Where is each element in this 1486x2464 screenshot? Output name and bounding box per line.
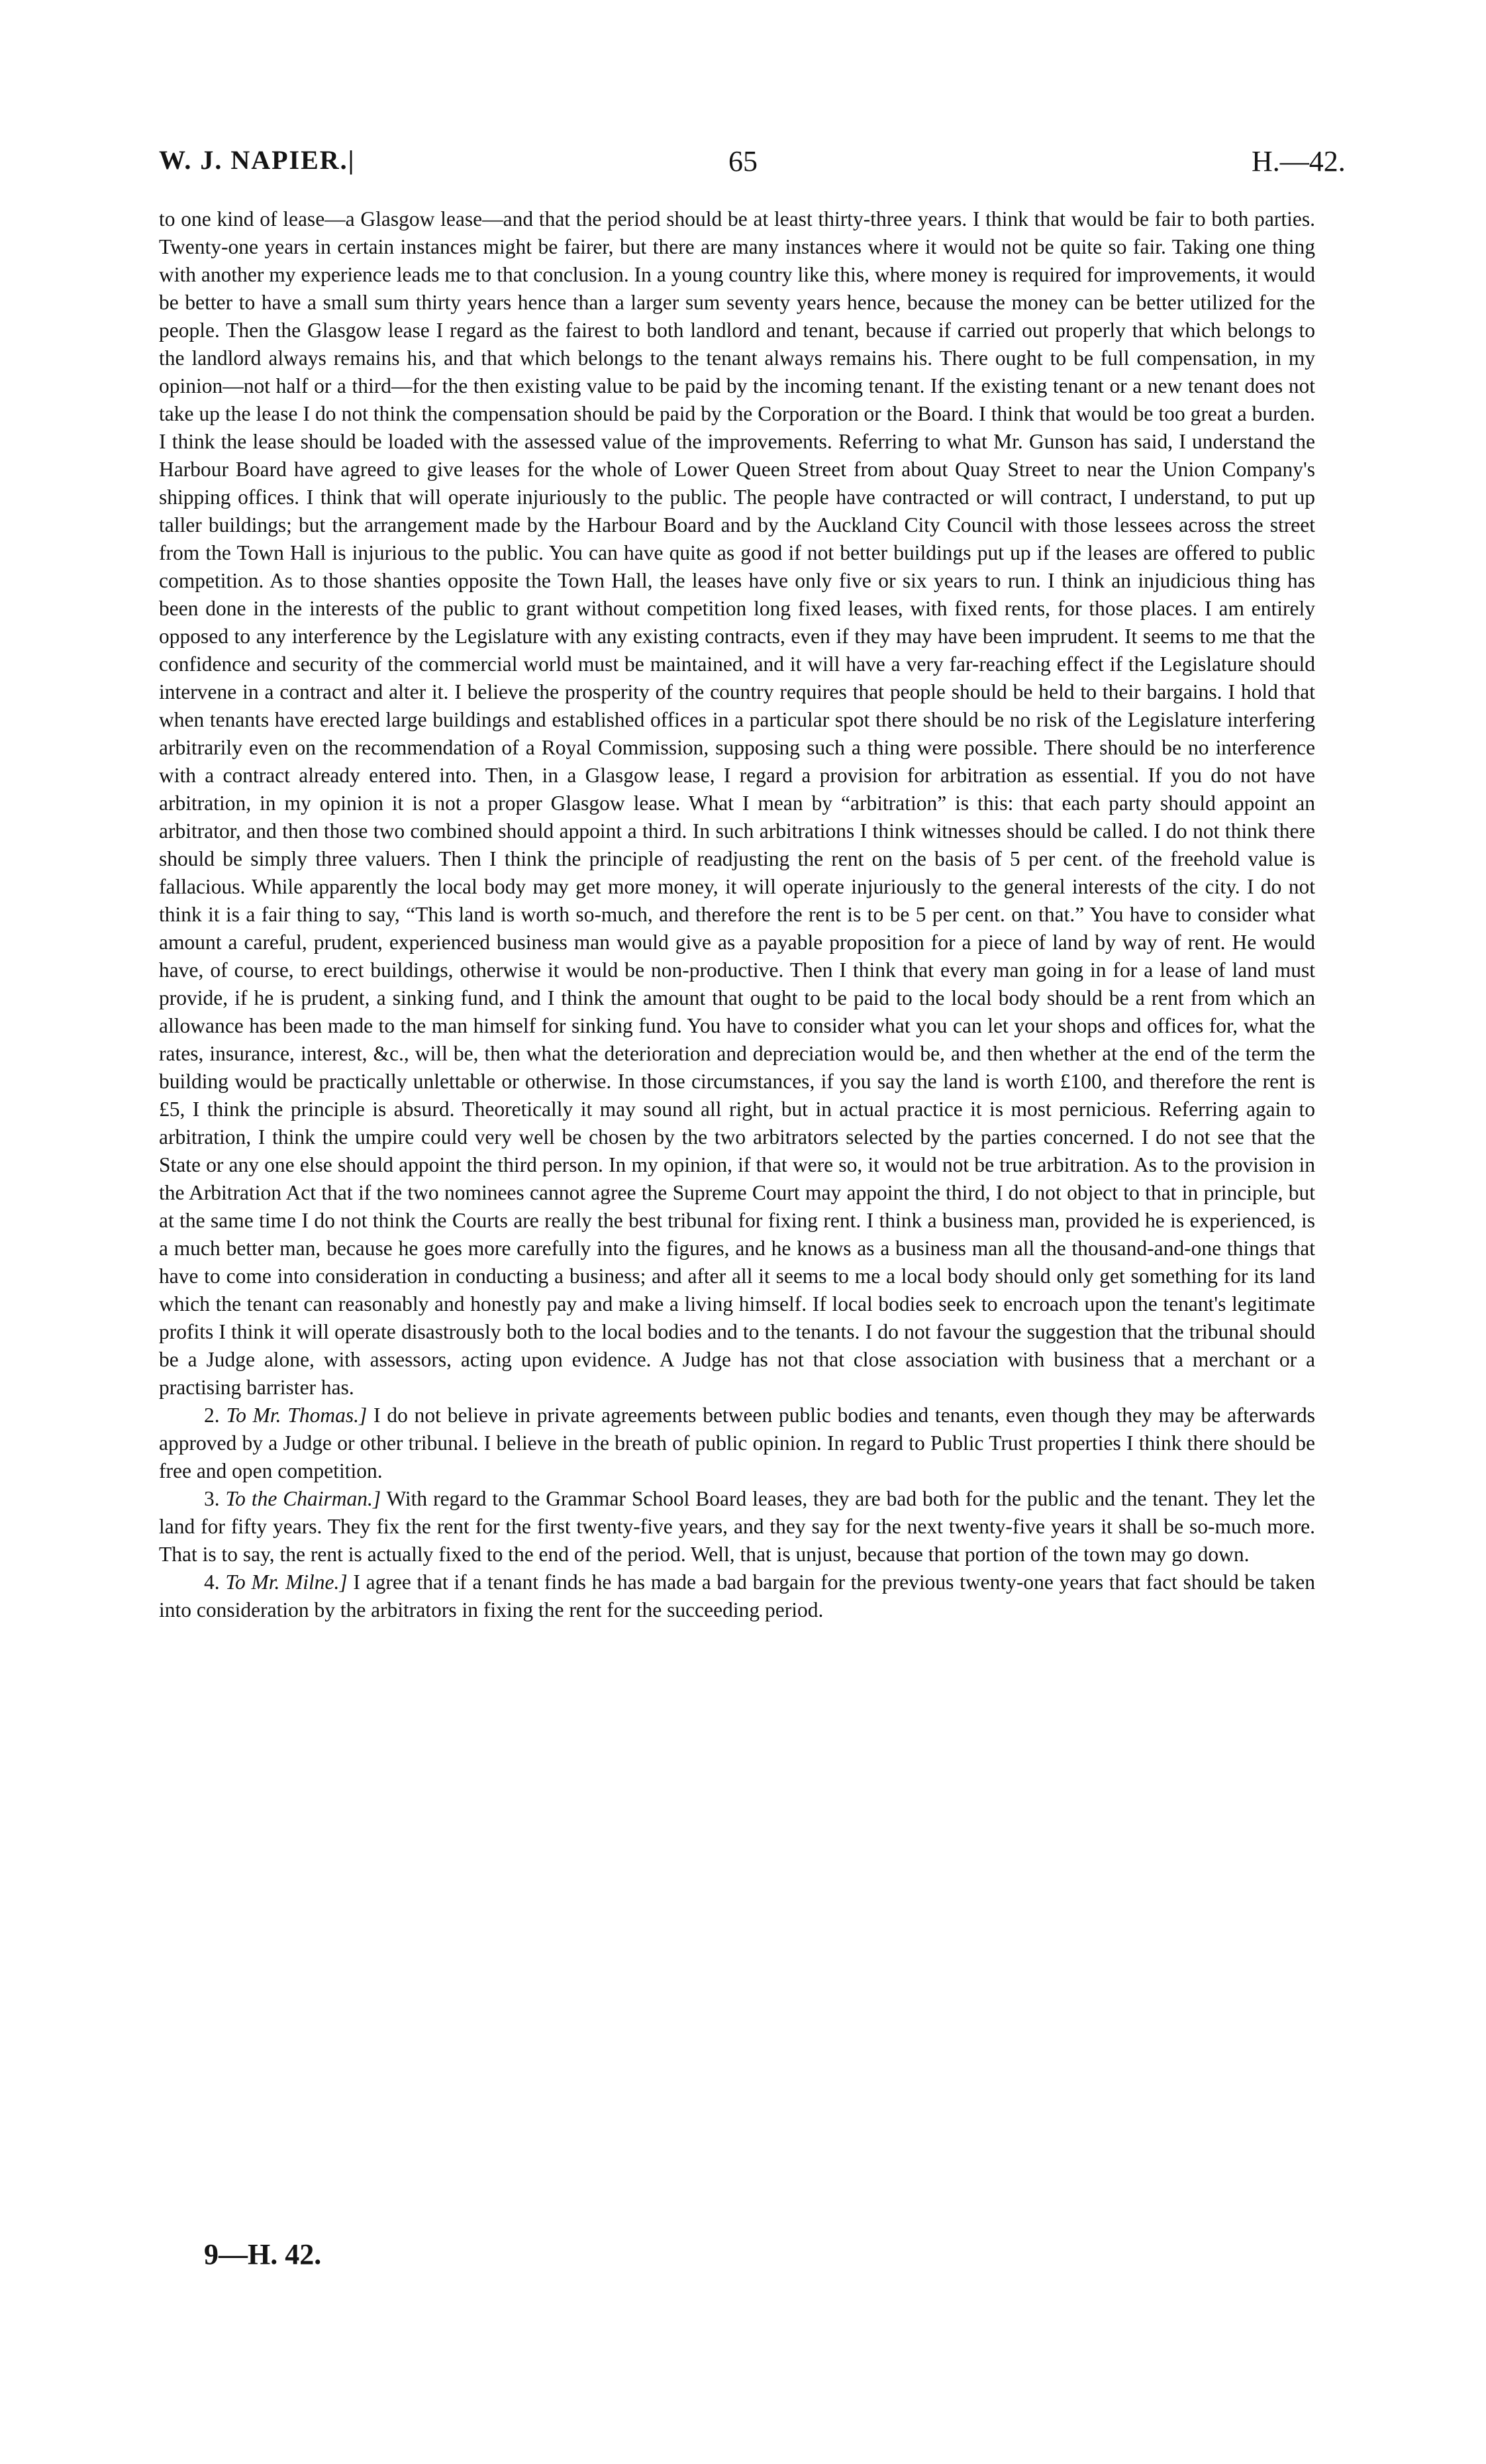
signature-mark: 9—H. 42.	[204, 2238, 322, 2271]
paragraph-number: 2.	[204, 1404, 220, 1427]
paragraph-number: 3.	[204, 1487, 220, 1510]
paragraph-1: to one kind of lease—a Glasgow lease—and that the period should be at least thirty-three years. I think that would be fair to both parties. Twenty-one years in certain instances might be fairer, but there are many instances where it would not be quite so fair. Taking one thing with another my experience leads me to that conclusion. In a young country like this, where money is required for improvements, it would be better to have a small sum thirty years hence than a larger sum seventy years hence, because the money can be better utilized for the people. Then the Glasgow lease I regard as the fairest to both landlord and tenant, because if carried out properly that which belongs to the landlord always remains his, and that which belongs to the tenant always remains his. There ought to be full compensation, in my opinion—not half or a third—for the then existing value to be paid by the incoming tenant. If the existing tenant or a new tenant does not take up the lease I do not think the compensation should be paid by the Corporation or the Board. I think that would be too great a burden. I think the lease should be loaded with the assessed value of the improvements. Referring to what Mr. Gunson has said, I understand the Harbour Board have agreed to give leases for the whole of Lower Queen Street from about Quay Street to near the Union Company's shipping offices. I think that will operate injuriously to the public. The people have contracted or will contract, I understand, to put up taller buildings; but the arrangement made by the Harbour Board and by the Auckland City Council with those lessees across the street from the Town Hall is injurious to the public. You can have quite as good if not better buildings put up if the leases are offered to public competition. As to those shanties opposite the Town Hall, the leases have only five or six years to run. I think an injudicious thing has been done in the interests of the public to grant without competition long fixed leases, with fixed rents, for those places. I am entirely opposed to any interference by the Legislature with any existing contracts, even if they may have been imprudent. It seems to me that the confidence and security of the commercial world must be maintained, and it will have a very far-reaching effect if the Legislature should intervene in a contract and alter it. I believe the prosperity of the country requires that people should be held to their bargains. I hold that when tenants have erected large buildings and established offices in a particular spot there should be no risk of the Legislature interfering arbitrarily even on the recommendation of a Royal Commission, supposing such a thing were possible. There should be no interference with a contract already entered into. Then, in a Glasgow lease, I regard a provision for arbitration as essential. If you do not have arbitration, in my opinion it is not a proper Glasgow lease. What I mean by “arbitration” is this: that each party should appoint an arbitrator, and then those two combined should appoint a third. In such arbitrations I think witnesses should be called. I do not think there should be simply three valuers. Then I think the principle of readjusting the rent on the basis of 5 per cent. of the freehold value is fallacious. While apparently the local body may get more money, it will operate injuriously to the general interests of the city. I do not think it is a fair thing to say, “This land is worth so-much, and therefore the rent is to be 5 per cent. on that.” You have to consider what amount a careful, prudent, experienced business man would give as a payable proposition for a piece of land by way of rent. He would have, of course, to erect buildings, otherwise it would be non-productive. Then I think that every man going in for a lease of land must provide, if he is prudent, a sinking fund, and I think the amount that ought to be paid to the local body should be a rent from which an allowance has been made to the man himself for sinking fund. You have to consider what you can let your shops and offices for, what the rates, insurance, interest, &c., will be, then what the deterioration and depreciation would be, and then whether at the end of the term the building would be practically unlettable or otherwise. In those circumstances, if you say the land is worth £100, and therefore the rent is £5, I think the principle is absurd. Theoretically it may sound all right, but in actual practice it is most pernicious. Referring again to arbitration, I think the umpire could very well be chosen by the two arbitrators selected by the parties concerned. I do not see that the State or any one else should appoint the third person. In my opinion, if that were so, it would not be true arbitration. As to the provision in the Arbitration Act that if the two nominees cannot agree the Supreme Court may appoint the third, I do not object to that in principle, but at the same time I do not think the Courts are really the best tribunal for fixing rent. I think a business man, provided he is experienced, is a much better man, because he goes more carefully into the figures, and he knows as a business man all the thousand-and-one things that have to come into consideration in conducting a business; and after all it seems to me a local body should only get something for its land which the tenant can reasonably and honestly pay and make a living himself. If local bodies seek to encroach upon the tenant's legitimate profits I think it will operate disastrously both to the local bodies and to the tenants. I do not favour the suggestion that the tribunal should be a Judge alone, with assessors, acting upon evidence. A Judge has not that close association with business that a merchant or a practising barrister has.	[159, 207, 1315, 1399]
document-reference: H.—42.	[1252, 145, 1346, 178]
page-number: 65	[728, 145, 758, 178]
paragraph-4	[159, 1568, 1315, 1624]
paragraph-text: I agree that if a tenant finds he has made a bad bargain for the previous twenty-one years that fact should be taken into consideration by the arbitrators in fixing the rent for the succeeding period.	[159, 1570, 1316, 1621]
addressee: To Mr. Milne.]	[225, 1570, 348, 1594]
paragraph-2	[159, 1402, 1315, 1485]
paragraph-text: With regard to the Grammar School Board leases, they are bad both for the public and the tenant. They let the land for fifty years. They fix the rent for the first twenty-five years, and they say for the next twenty-five years it shall be so-much more. That is to say, the rent is actually fixed to the end of the period. Well, that is unjust, because that portion of the town may go down.	[159, 1487, 1315, 1566]
addressee: To the Chairman.]	[225, 1487, 381, 1510]
addressee: To Mr. Thomas.]	[226, 1404, 368, 1427]
paragraph-3	[159, 1485, 1315, 1568]
body-text	[159, 205, 1315, 1624]
paragraph-text: I do not believe in private agreements between public bodies and tenants, even though they may be afterwards approved by a Judge or other tribunal. I believe in the breath of public opinion. In regard to Public Trust properties I think there should be free and open competition.	[159, 1404, 1316, 1482]
witness-name-header: W. J. NAPIER.|	[159, 145, 356, 175]
paragraph-number: 4.	[204, 1570, 220, 1594]
